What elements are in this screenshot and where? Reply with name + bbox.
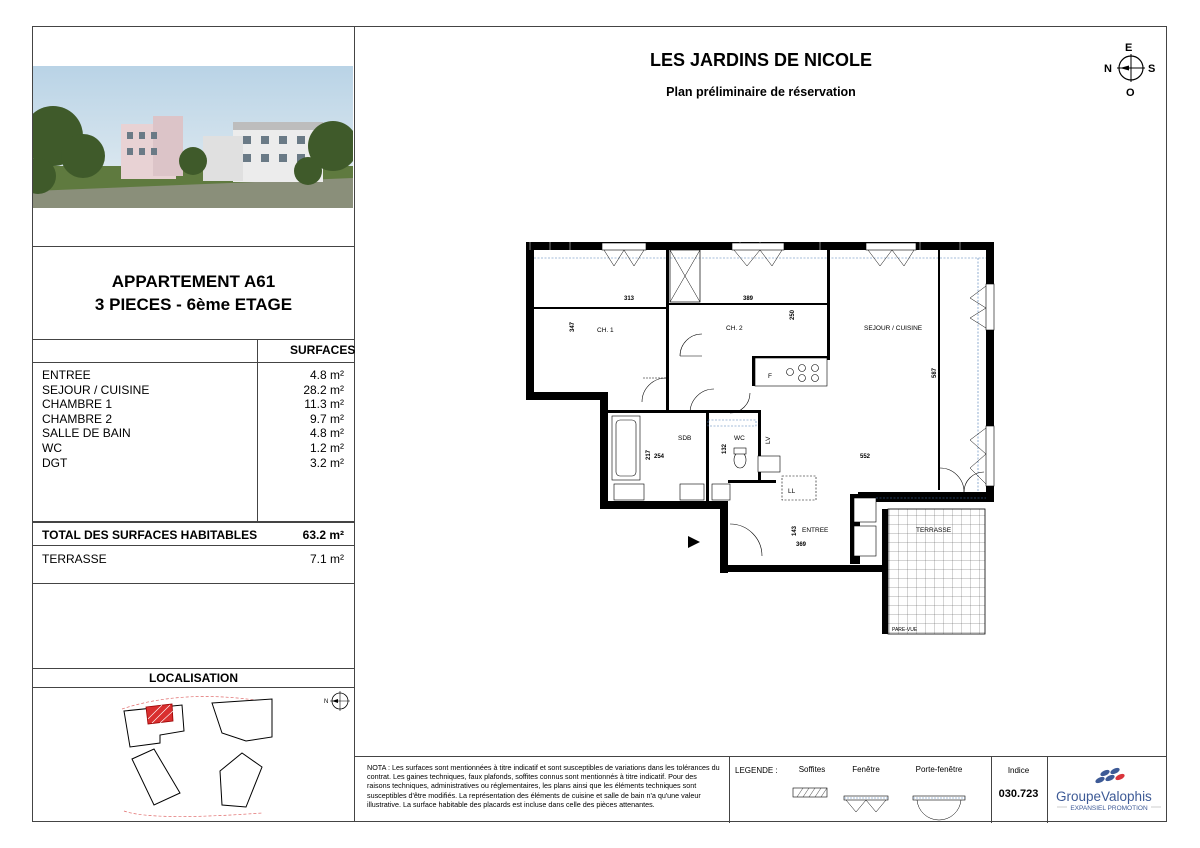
divider (32, 583, 355, 584)
apartment-title (32, 270, 355, 316)
room-name: CHAMBRE 1 (42, 397, 113, 412)
legend-soffites (787, 765, 837, 806)
soffite-symbol-icon (787, 774, 837, 804)
indice-value: 030.723 (998, 788, 1039, 800)
room-area: 1.2 m² (309, 440, 344, 455)
list-item (42, 368, 344, 383)
apartment-number: APPARTEMENT A61 (111, 272, 276, 291)
divider (1047, 757, 1048, 823)
label-ll: LL (788, 488, 796, 495)
divider (32, 521, 355, 523)
french-door-symbol-icon (907, 774, 971, 822)
total-label: TOTAL DES SURFACES HABITABLES (42, 528, 258, 542)
label-fridge: F (768, 373, 772, 380)
compass-s: S (1148, 63, 1156, 75)
room-label-entree: ENTREE (802, 527, 829, 534)
legend-fenetre (840, 765, 892, 816)
floor-plan (520, 236, 1000, 640)
list-item (42, 441, 344, 456)
room-label-terrasse: TERRASSE (916, 527, 952, 534)
dim-143: 143 (792, 525, 798, 536)
label-parevue: PARE-VUE (892, 627, 918, 633)
terrace-label: TERRASSE (42, 552, 107, 566)
terrace-surface (42, 552, 344, 566)
list-item (42, 383, 344, 398)
dim-347: 347 (570, 321, 576, 332)
divider (32, 246, 355, 247)
list-item (42, 397, 344, 412)
dim-552: 552 (860, 454, 871, 460)
room-name: CHAMBRE 2 (42, 411, 113, 426)
list-item (42, 412, 344, 427)
localisation-heading: LOCALISATION (148, 671, 239, 685)
page-subtitle: Plan préliminaire de réservation (666, 85, 856, 99)
left-panel (32, 26, 355, 822)
surfaces-heading: SURFACES (290, 343, 356, 357)
footer-nota: NOTA : Les surfaces sont mentionnées à titre indicatif et sont susceptibles de variations dans les tolérances du contrat. Les gaines techniques, faux plafonds, soffites connus sont mentionnés à titre indicatif. Pour des raisons techniques, administratives ou réglementaires, les plans ainsi que les éléments techniques sont susceptibles d'être modifiés. La représentation des éléments de cuisine et salle de bain n'a qu'une valeur illustrative. La surface habitable des placards est incluse dans celle des pièces attenantes. (367, 763, 720, 809)
divider (32, 545, 355, 546)
terrace-value: 7.1 m² (309, 552, 344, 566)
legend-porte-fenetre (907, 765, 971, 824)
room-area: 11.3 m² (304, 397, 344, 412)
legend-label: LEGENDE : (735, 766, 778, 775)
legend-soffites-label: Soffites (798, 765, 826, 774)
total-value: 63.2 m² (302, 528, 344, 542)
logo-sub: EXPANSIEL PROMOTION (1070, 805, 1148, 812)
room-label-sejour: SEJOUR / CUISINE (864, 325, 923, 332)
room-name: ENTREE (42, 368, 91, 382)
dim-254: 254 (654, 454, 665, 460)
compass-e: E (1125, 42, 1133, 54)
dim-250: 250 (790, 309, 796, 320)
room-area: 9.7 m² (309, 411, 344, 426)
north-arrow-icon (330, 691, 350, 711)
compass-n: N (1104, 63, 1112, 75)
divider (32, 668, 355, 669)
footer-bar (355, 756, 1167, 823)
room-area: 4.8 m² (309, 426, 344, 441)
company-logo (1053, 763, 1165, 819)
dim-132: 132 (722, 443, 728, 454)
divider (991, 757, 992, 823)
divider (32, 362, 355, 363)
room-name: WC (42, 440, 62, 455)
room-name: SEJOUR / CUISINE (42, 382, 150, 397)
dim-587: 587 (932, 367, 938, 378)
divider (729, 757, 730, 823)
divider (32, 339, 355, 340)
window-symbol-icon (840, 774, 892, 814)
indice-label: Indice (1007, 766, 1030, 775)
localisation-map (32, 689, 355, 819)
room-name: SALLE DE BAIN (42, 426, 131, 441)
list-item (42, 456, 344, 471)
dim-217: 217 (646, 449, 652, 460)
legend-fenetre-label: Fenêtre (852, 765, 880, 774)
surfaces-list (42, 368, 344, 470)
dim-369: 369 (796, 542, 807, 548)
room-label-ch1: CH. 1 (597, 327, 614, 334)
room-label-sdb: SDB (678, 435, 692, 442)
total-surface (42, 528, 344, 542)
room-area: 4.8 m² (309, 368, 344, 382)
entry-arrow-icon (688, 536, 700, 548)
label-lv: LV (765, 436, 772, 444)
logo-name: GroupeValophis (1056, 789, 1152, 804)
compass-icon (1098, 42, 1160, 98)
dim-389: 389 (743, 296, 754, 302)
legend-porte-label: Porte-fenêtre (915, 765, 963, 774)
room-area: 28.2 m² (303, 382, 344, 397)
room-label-ch2: CH. 2 (726, 325, 743, 332)
compass-o: O (1126, 87, 1135, 98)
room-label-wc: WC (734, 435, 745, 442)
building-photo (33, 66, 353, 208)
apartment-rooms-floor: 3 PIECES - 6ème ETAGE (94, 295, 293, 314)
localisation-north-label: N (324, 699, 329, 705)
dim-313: 313 (624, 296, 635, 302)
divider (32, 687, 355, 688)
page-title: LES JARDINS DE NICOLE (649, 50, 873, 70)
list-item (42, 426, 344, 441)
room-name: DGT (42, 455, 68, 470)
room-area: 3.2 m² (309, 455, 344, 470)
